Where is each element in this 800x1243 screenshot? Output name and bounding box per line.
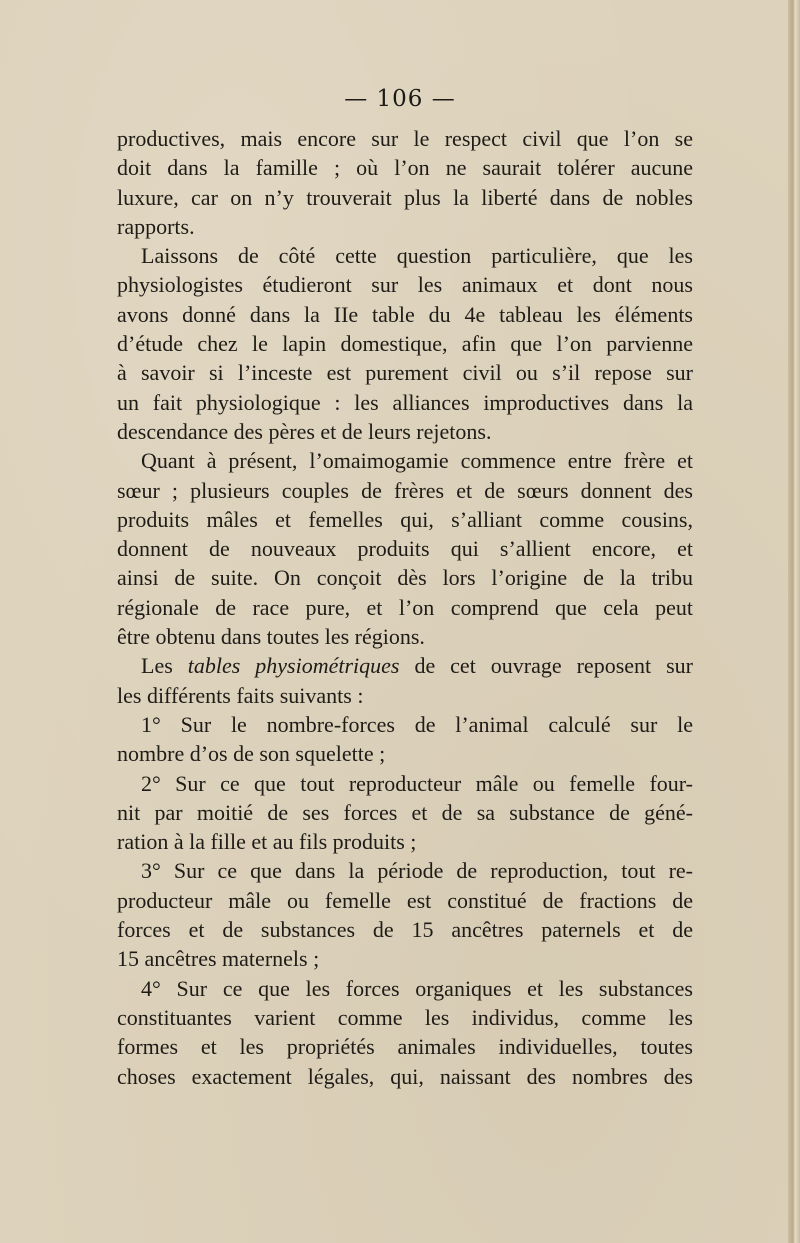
text-line: à savoir si l’inceste est purement civil ou s’il repose sur [117, 360, 693, 386]
text-line: les différents faits suivants : [117, 682, 364, 708]
text-line: régionale de race pure, et l’on comprend que cela peut [117, 594, 693, 620]
text-line: nombre d’os de son squelette ; [117, 741, 386, 767]
text-line: être obtenu dans toutes les régions. [117, 624, 425, 650]
text-segment: Les [141, 653, 188, 679]
text-line: ainsi de suite. On conçoit dès lors l’origine de la tribu [117, 565, 693, 591]
italic-title: tables physiométriques [187, 653, 400, 679]
text-line: 4° Sur ce que les forces organiques et les substances [141, 975, 693, 1001]
page-number: — 106 — [344, 86, 456, 112]
text-line: sœur ; plusieurs couples de frères et de sœurs donnent des [117, 477, 693, 503]
body-text [117, 124, 693, 1091]
text-line: forces et de substances de 15 ancêtres paternels et de [117, 917, 693, 943]
text-line: formes et les propriétés animales individuelles, toutes [117, 1034, 693, 1060]
text-line: Laissons de côté cette question particulière, que les [141, 243, 693, 269]
text-line: producteur mâle ou femelle est constitué de fractions de [117, 887, 693, 913]
text-line: constituantes varient comme les individus, comme les [117, 1004, 693, 1030]
text-line: avons donné dans la IIe table du 4e tableau les éléments [117, 301, 693, 327]
text-line: 2° Sur ce que tout reproducteur mâle ou femelle four- [141, 770, 693, 796]
text-line: donnent de nouveaux produits qui s’allient encore, et [117, 536, 693, 562]
text-line: un fait physiologique : les alliances improductives dans la [117, 389, 693, 415]
text-segment: de cet ouvrage reposent sur [399, 653, 693, 679]
text-line: physiologistes étudieront sur les animaux et dont nous [117, 272, 693, 298]
text-line [117, 651, 693, 680]
text-line: 1° Sur le nombre-forces de l’animal calculé sur le [141, 711, 693, 737]
text-line: produits mâles et femelles qui, s’alliant comme cousins, [117, 506, 693, 532]
text-line: nit par moitié de ses forces et de sa substance de géné- [117, 799, 693, 825]
text-line: productives, mais encore sur le respect civil que l’on se [117, 126, 693, 151]
text-line: luxure, car on n’y trouverait plus la liberté dans de nobles [117, 184, 693, 210]
text-line: choses exactement légales, qui, naissant des nombres des [117, 1063, 693, 1089]
text-line: Quant à présent, l’omaimogamie commence entre frère et [141, 448, 693, 474]
text-line: rapports. [117, 213, 195, 239]
text-line: 3° Sur ce que dans la période de reproduction, tout re- [141, 858, 693, 884]
text-line: ration à la fille et au fils produits ; [117, 829, 417, 855]
text-line: doit dans la famille ; où l’on ne saurait tolérer aucune [117, 155, 693, 181]
text-line: 15 ancêtres maternels ; [117, 946, 320, 972]
text-line: d’étude chez le lapin domestique, afin que l’on parvienne [117, 331, 693, 357]
text-line: descendance des pères et de leurs rejetons. [117, 418, 492, 444]
page-edge [788, 0, 800, 1243]
